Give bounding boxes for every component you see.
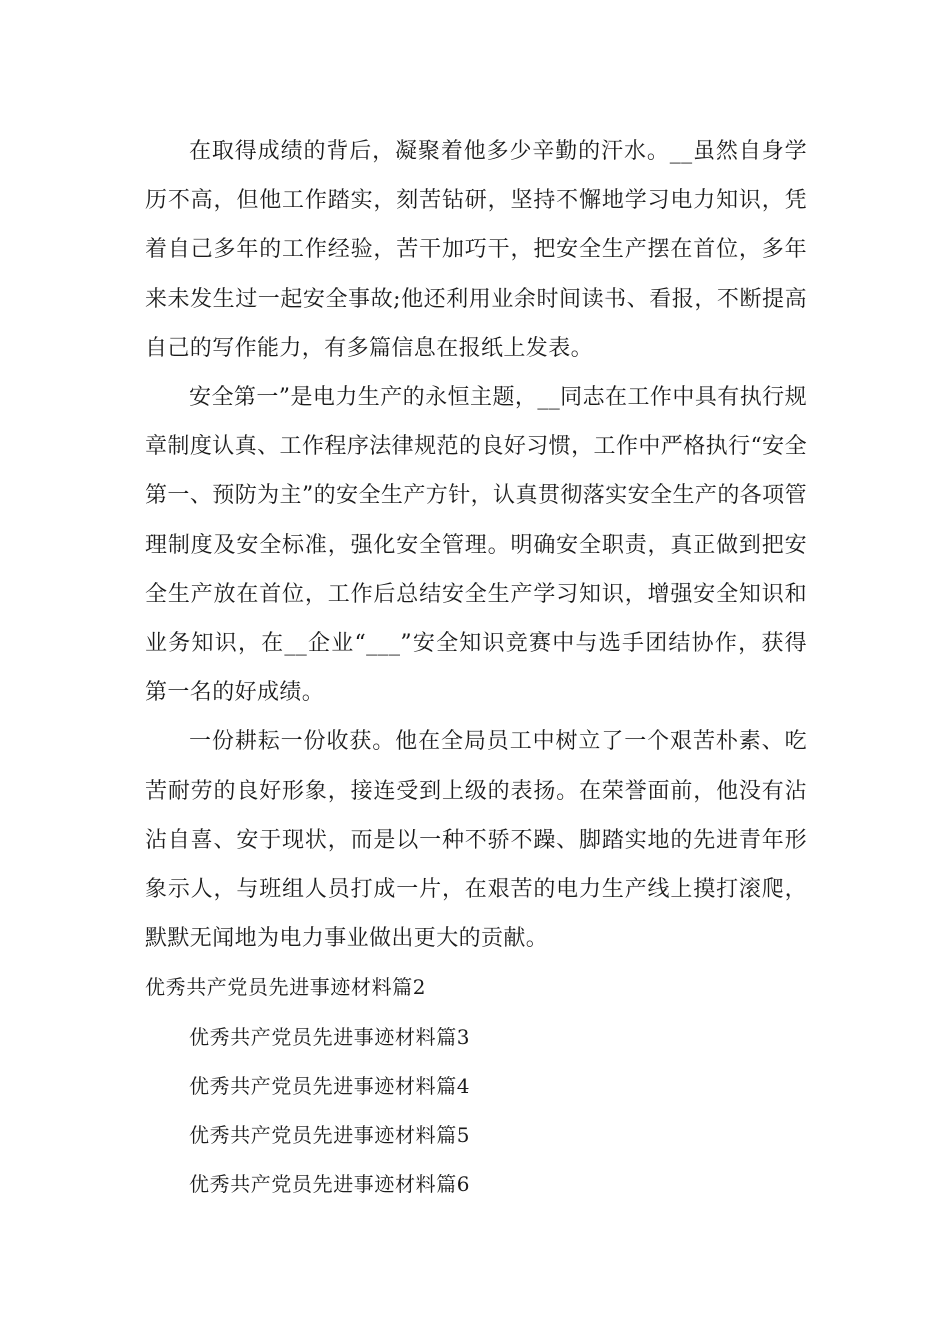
section-heading: 优秀共产党员先进事迹材料篇2 — [145, 975, 427, 1000]
body-paragraph-1: 在取得成绩的背后，凝聚着他多少辛勤的汗水。__虽然自身学历不高，但他工作踏实，刻苦钻研，坚持不懈地学习电力知识，凭着自己多年的工作经验，苦干加巧干，把安全生产摆在首位，多年来未发生过一起安全事故;他还利用业余时间读书、看报，不断提高自己的写作能力，有多篇信息在报纸上发表。 — [145, 139, 807, 361]
body-paragraph-2: 安全第一”是电力生产的永恒主题，__同志在工作中具有执行规章制度认真、工作程序法律规范的良好习惯，工作中严格执行“安全第一、预防为主”的安全生产方针，认真贯彻落实安全生产的各项管理制度及安全标准，强化安全管理。明确安全职责，真正做到把安全生产放在首位，工作后总结安全生产学习知识，增强安全知识和业务知识，在__企业“___”安全知识竞赛中与选手团结协作，获得第一名的好成绩。 — [145, 385, 807, 706]
body-paragraph-3: 一份耕耘一份收获。他在全局员工中树立了一个艰苦朴素、吃苦耐劳的良好形象，接连受到上级的表扬。在荣誉面前，他没有沾沾自喜、安于现状，而是以一种不骄不躁、脚踏实地的先进青年形象示人，与班组人员打成一片，在艰苦的电力生产线上摸打滚爬，默默无闻地为电力事业做出更大的贡献。 — [145, 729, 807, 952]
document-body — [145, 127, 807, 1209]
toc-item-3: 优秀共产党员先进事迹材料篇3 — [189, 1024, 471, 1049]
toc-item-4: 优秀共产党员先进事迹材料篇4 — [189, 1073, 471, 1098]
toc-item-6: 优秀共产党员先进事迹材料篇6 — [189, 1172, 471, 1197]
toc-item-5: 优秀共产党员先进事迹材料篇5 — [189, 1123, 471, 1148]
